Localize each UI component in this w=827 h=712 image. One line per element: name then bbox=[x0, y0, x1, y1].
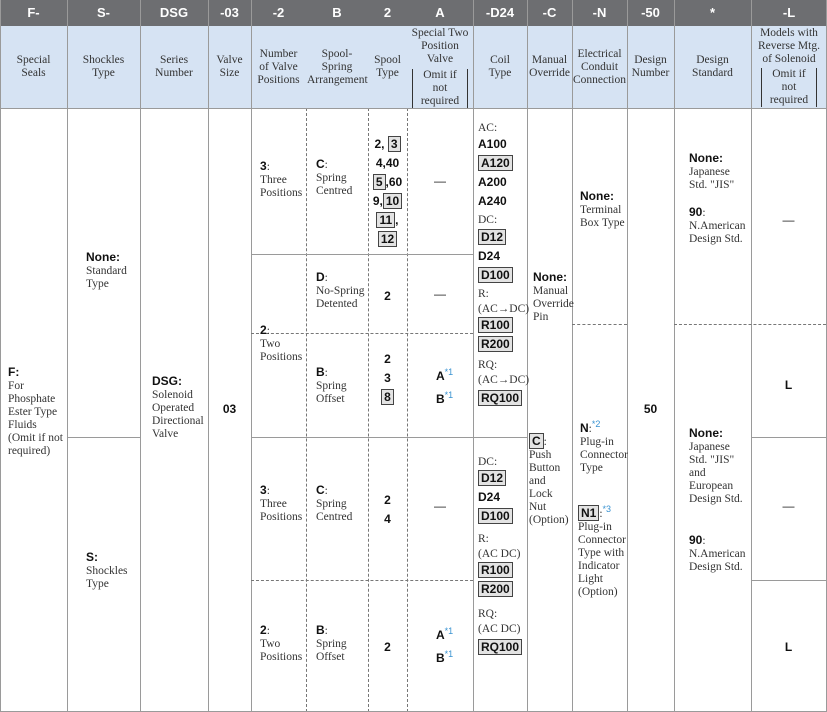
shockles-standard: None: Standard Type bbox=[86, 250, 127, 290]
reverse-mtg-3: — bbox=[782, 499, 795, 513]
spring-offset-2: B: Spring Offset bbox=[316, 623, 347, 663]
spring-centred-1: C: Spring Centred bbox=[316, 157, 353, 197]
code-design-standard: * bbox=[709, 5, 716, 20]
header-reverse-mtg: Models with Reverse Mtg. of Solenoid Omit if not required bbox=[758, 27, 820, 106]
header-series-number: Series Number bbox=[155, 54, 193, 79]
code-shockles: S- bbox=[97, 5, 110, 20]
valve-size-value: 03 bbox=[222, 402, 237, 416]
header-design-standard: Design Standard bbox=[692, 54, 733, 79]
spool-types-group-4: 2 4 bbox=[384, 493, 391, 526]
reverse-mtg-4: L bbox=[784, 640, 793, 654]
header-special-seals: Special Seals bbox=[16, 54, 51, 79]
special-two-none-1: — bbox=[434, 174, 446, 188]
series-dsg: DSG: Solenoid Operated Directional Valve bbox=[152, 374, 204, 440]
reverse-mtg-1: — bbox=[782, 213, 795, 227]
shockles-type-option: S: Shockles Type bbox=[86, 550, 128, 590]
spring-centred-2: C: Spring Centred bbox=[316, 483, 353, 523]
electrical-none: None: Terminal Box Type bbox=[580, 189, 625, 229]
header-valve-size: Valve Size bbox=[216, 54, 243, 79]
code-special-seals: F- bbox=[27, 5, 40, 20]
electrical-n1: N1 :$^{*3}$ Plug-in Connector Type with Indicator Light (Option) bbox=[578, 504, 626, 598]
positions-two-1: 2: Two Positions bbox=[260, 323, 303, 363]
code-coil: -D24 bbox=[485, 5, 515, 20]
code-series: DSG bbox=[159, 5, 189, 20]
code-special-two: A bbox=[435, 5, 445, 20]
header-shockles-type: Shockles Type bbox=[82, 54, 125, 79]
code-spool: 2 bbox=[383, 5, 392, 20]
positions-two-2: 2: Two Positions bbox=[260, 623, 303, 663]
design-standard-bottom: None: Japanese Std. "JIS" and European Design Std. 90: N.American Design Std. bbox=[689, 426, 746, 573]
code-design-number: -50 bbox=[641, 5, 660, 20]
header-coil-type: Coil Type bbox=[488, 54, 512, 79]
header-valve-positions: Number of Valve Positions bbox=[257, 47, 300, 86]
header-electrical-conduit: Electrical Conduit Connection bbox=[572, 47, 627, 86]
coil-types-group-2: DC: D12 D24 D100 R: (AC DC) R100 R200 RQ: (AC DC) RQ100 bbox=[478, 456, 521, 654]
header-spool-type: Spool Type bbox=[374, 54, 401, 79]
coil-types-group-1: AC: A100 A120 A200 A240 DC: D12 D24 D100 R: (AC→DC) R100 R200 RQ: (AC→DC) RQ100 bbox=[478, 122, 530, 405]
spring-no-spring-detented: D: No-Spring Detented bbox=[316, 270, 365, 310]
special-two-none-2: — bbox=[434, 287, 446, 301]
design-standard-top: None: Japanese Std. "JIS" 90: N.American Design Std. bbox=[689, 151, 746, 245]
spool-types-group-5: 2 bbox=[384, 640, 391, 654]
code-reverse: -L bbox=[782, 5, 796, 20]
code-positions: -2 bbox=[272, 5, 285, 20]
header-spool-spring: Spool-Spring Arrangement bbox=[307, 47, 368, 86]
positions-three-1: 3: Three Positions bbox=[260, 159, 303, 199]
special-two-options-1: $A^{*1}$ $B^{*1}$ bbox=[436, 367, 454, 406]
code-manual: -C bbox=[542, 5, 557, 20]
spool-types-group-1: 2, 3 4,40 5 ,60 9, 10 11 ,12 bbox=[372, 137, 403, 246]
header-special-two-position: Special Two Position Valve Omit if not required bbox=[411, 26, 469, 107]
manual-override-none: None: Manual Override Pin bbox=[533, 270, 574, 323]
code-valve-size: -03 bbox=[220, 5, 239, 20]
code-electrical: -N bbox=[592, 5, 607, 20]
spring-offset-1: B: Spring Offset bbox=[316, 365, 347, 405]
electrical-n: N:$^{*2}$ Plug-in Connector Type bbox=[580, 419, 628, 474]
spool-types-group-2: 2 bbox=[384, 289, 391, 303]
special-two-none-3: — bbox=[434, 499, 446, 513]
special-seals-option: F: For Phosphate Ester Type Fluids (Omit if not required) bbox=[8, 365, 63, 457]
design-number-value: 50 bbox=[643, 402, 658, 416]
header-manual-override: Manual Override bbox=[529, 54, 570, 79]
positions-three-2: 3: Three Positions bbox=[260, 483, 303, 523]
reverse-mtg-2: L bbox=[784, 378, 793, 392]
manual-override-c: C : Push Button and Lock Nut (Option) bbox=[529, 434, 569, 526]
special-two-options-2: $A^{*1}$ $B^{*1}$ bbox=[436, 626, 454, 665]
code-spring: B bbox=[332, 5, 342, 20]
spool-types-group-3: 2 3 8 bbox=[368, 350, 407, 407]
header-design-number: Design Number bbox=[631, 54, 670, 79]
